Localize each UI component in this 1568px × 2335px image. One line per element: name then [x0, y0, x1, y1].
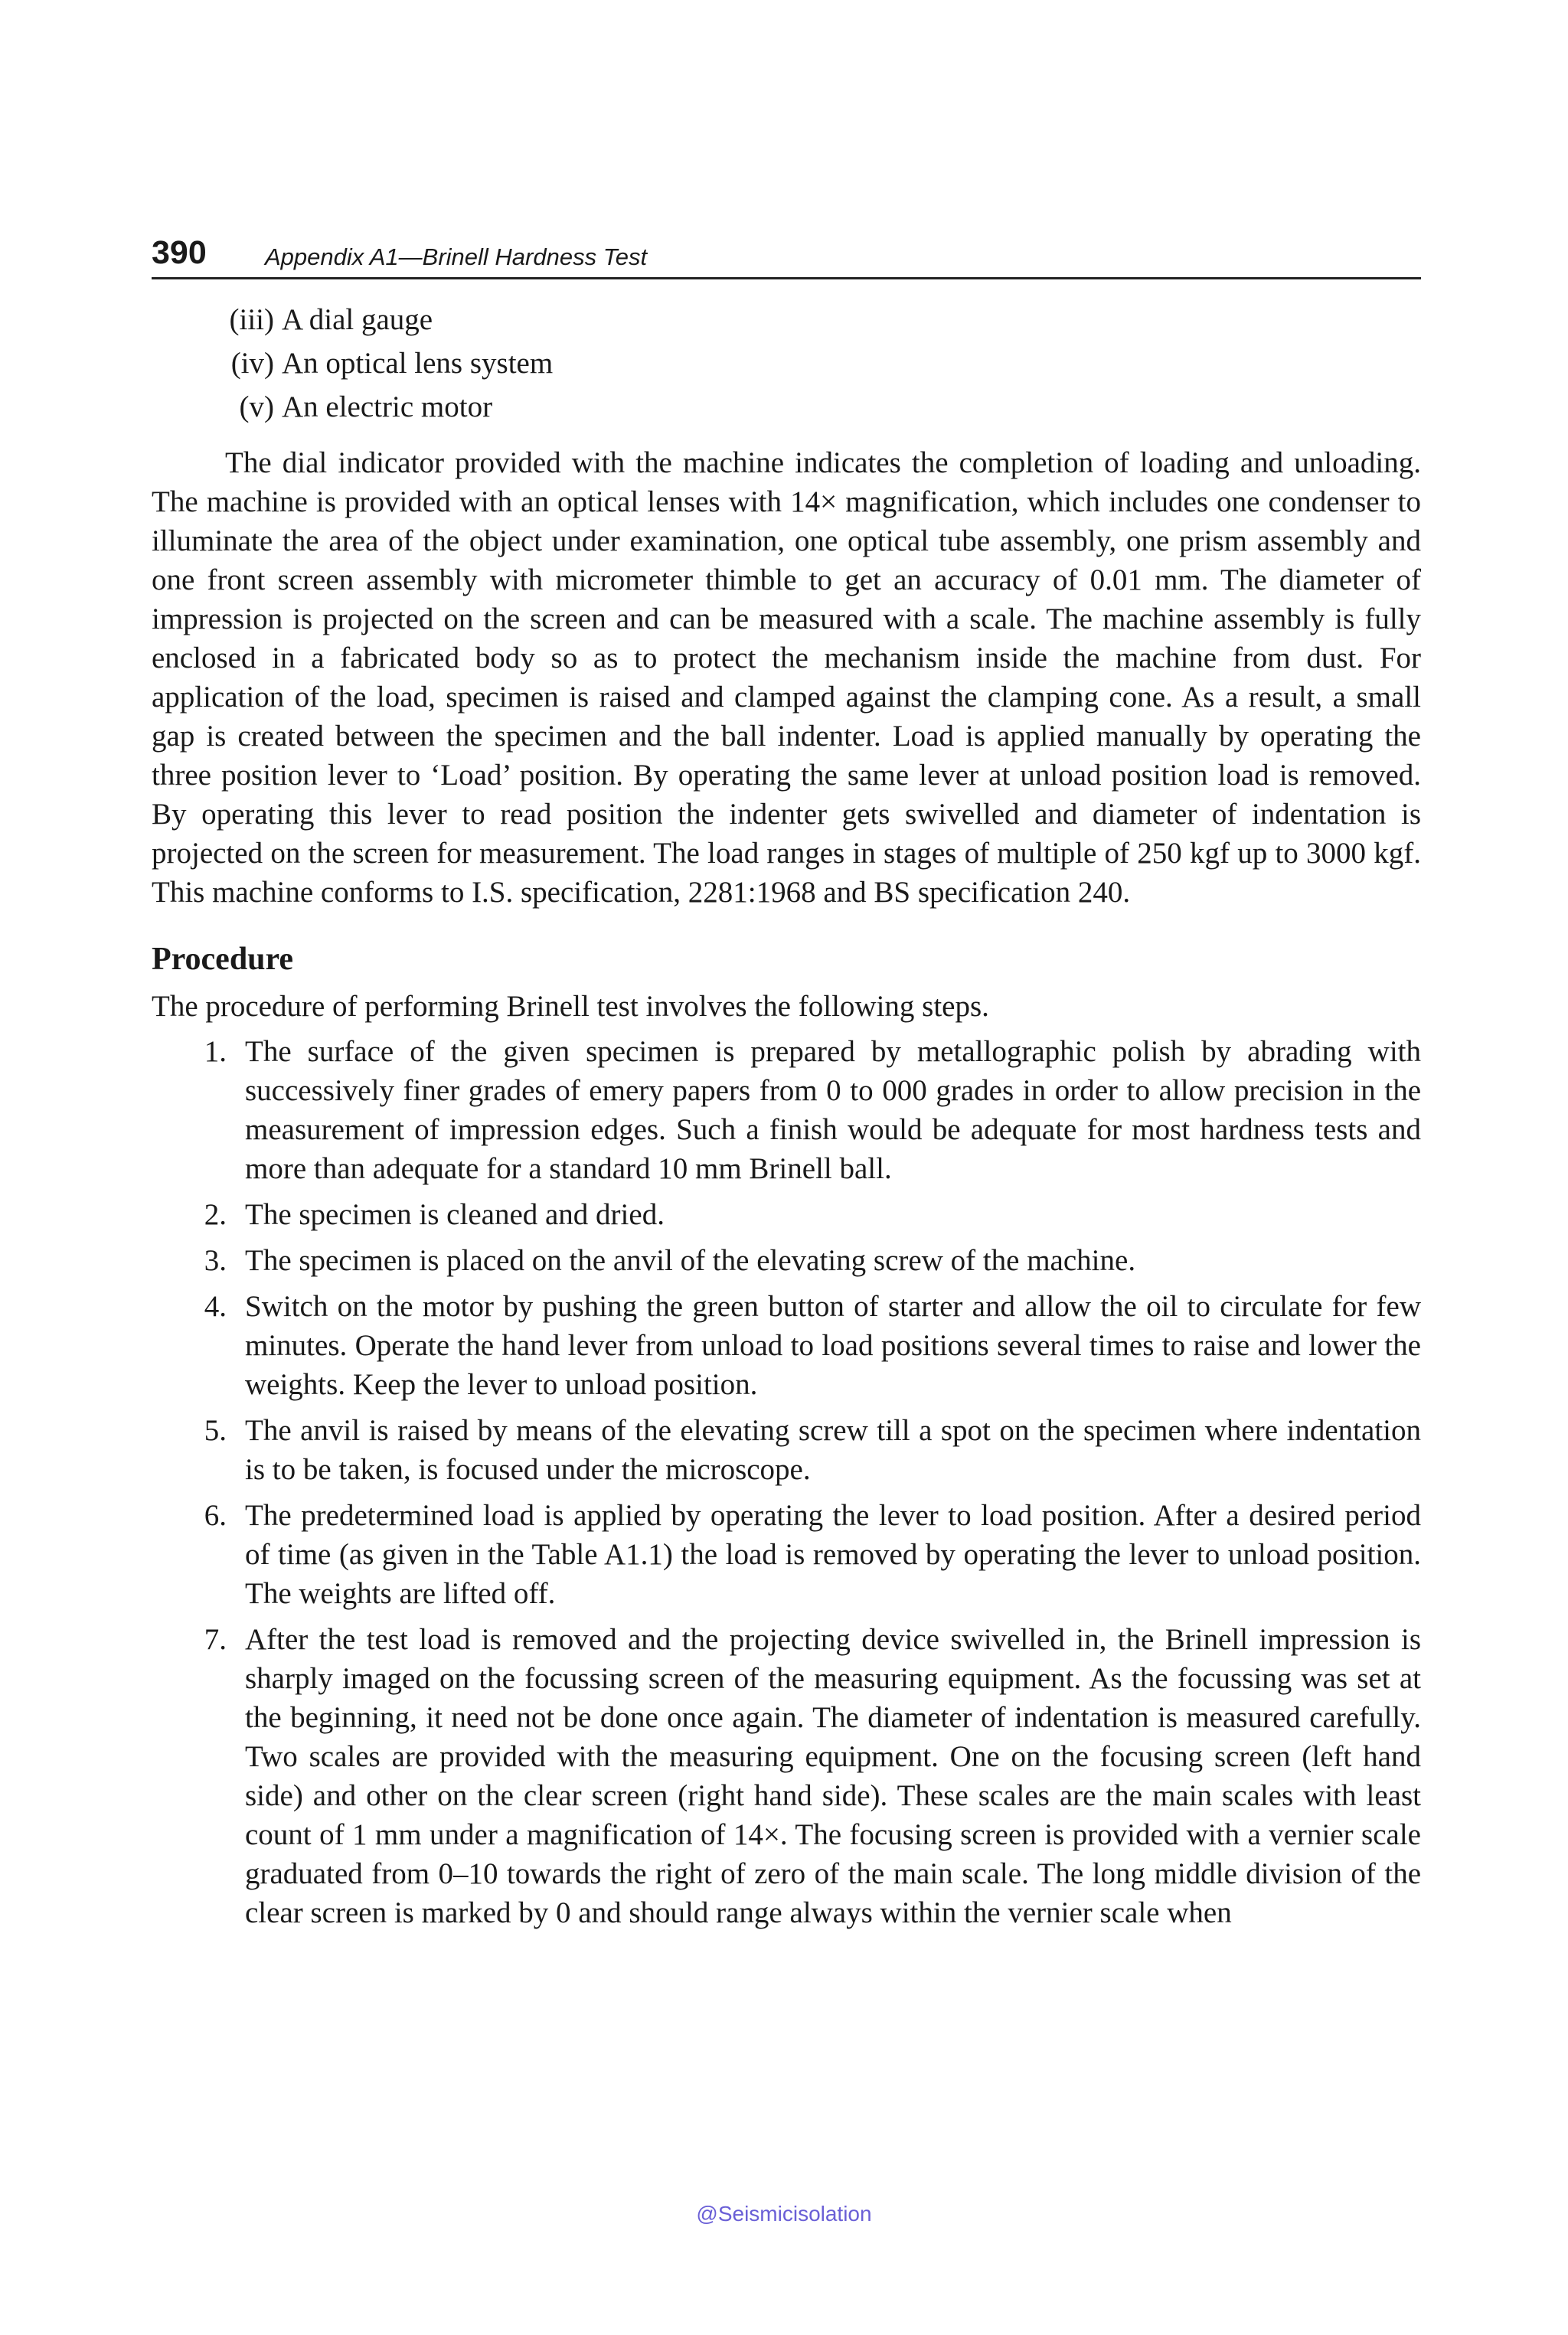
procedure-step — [152, 1411, 1421, 1489]
list-marker: (iii) — [229, 303, 274, 336]
page-header — [152, 230, 1421, 279]
list-text: An electric motor — [282, 390, 493, 423]
procedure-steps — [152, 1032, 1421, 1932]
step-number: 5. — [204, 1414, 227, 1447]
procedure-step — [152, 1496, 1421, 1613]
step-number: 6. — [204, 1499, 227, 1532]
list-item — [152, 344, 1421, 383]
list-marker: (iv) — [230, 347, 274, 380]
step-text: The specimen is placed on the anvil of the elevating screw of the machine. — [245, 1244, 1136, 1277]
step-number: 2. — [204, 1198, 227, 1231]
step-text: After the test load is removed and the projecting device swivelled in, the Brinell impression is sharply imaged on the focussing screen of the measuring equipment. As the focussing was set at the beginning, it need not be done once again. The diameter of indentation is measured carefully. Two scales are provided with the measuring equipment. One on the focusing screen (left hand side) and other on the clear screen (right hand side). These scales are the main scales with least count of 1 mm under a magnification of 14×. The focusing screen is provided with a vernier scale graduated from 0–10 towards the right of zero of the main scale. The long middle division of the clear screen is marked by 0 and should range always within the vernier scale when — [245, 1623, 1421, 1929]
list-text: A dial gauge — [282, 303, 433, 336]
procedure-intro: The procedure of performing Brinell test involves the following steps. — [152, 990, 989, 1023]
list-item — [152, 300, 1421, 339]
list-text: An optical lens system — [282, 347, 554, 380]
procedure-step — [152, 1287, 1421, 1404]
section-heading: Procedure — [152, 942, 294, 977]
procedure-step — [152, 1241, 1421, 1280]
list-marker: (v) — [239, 390, 274, 423]
page-number: 390 — [152, 234, 207, 271]
step-text: The anvil is raised by means of the elevating screw till a spot on the specimen where indentation is to be taken, is focused under the microscope. — [245, 1414, 1421, 1486]
procedure-step — [152, 1195, 1421, 1234]
step-number: 4. — [204, 1290, 227, 1323]
step-text: Switch on the motor by pushing the green button of starter and allow the oil to circulate for few minutes. Operate the hand lever from unload to load positions several times to raise and lower the weights. Keep the lever to unload position. — [245, 1290, 1421, 1401]
watermark: @Seismicisolation — [696, 2202, 872, 2226]
procedure-step — [152, 1620, 1421, 1932]
page-body — [152, 300, 1421, 1939]
step-number: 1. — [204, 1035, 227, 1068]
step-text: The specimen is cleaned and dried. — [245, 1198, 665, 1231]
step-number: 3. — [204, 1244, 227, 1277]
step-number: 7. — [204, 1623, 227, 1656]
procedure-step — [152, 1032, 1421, 1188]
equipment-list — [152, 300, 1421, 426]
step-text: The surface of the given specimen is prepared by metallographic polish by abrading with successively finer grades of emery papers from 0 to 000 grades in order to allow precision in the measurement of impression edges. Such a finish would be adequate for most hardness tests and more than adequate for a standard 10 mm Brinell ball. — [245, 1035, 1421, 1185]
step-text: The predetermined load is applied by operating the lever to load position. After a desired period of time (as given in the Table A1.1) the load is removed by operating the lever to unload position. The weights are lifted off. — [245, 1499, 1421, 1610]
description-paragraph: The dial indicator provided with the machine indicates the completion of loading and unloading. The machine is provided with an optical lenses with 14× magnification, which includes one condenser to illuminate the area of the object under examination, one optical tube assembly, one prism assembly and one front screen assembly with micrometer thimble to get an accuracy of 0.01 mm. The diameter of impression is projected on the screen and can be measured with a scale. The machine assembly is fully enclosed in a fabricated body so as to protect the mechanism inside the machine from dust. For application of the load, specimen is raised and clamped against the clamping cone. As a result, a small gap is created between the specimen and the ball indenter. Load is applied manually by operating the three position lever to ‘Load’ position. By operating the same lever at unload position load is removed. By operating this lever to read position the indenter gets swivelled and diameter of indentation is projected on the screen for measurement. The load ranges in stages of multiple of 250 kgf up to 3000 kgf. This machine conforms to I.S. specification, 2281:1968 and BS specification 240. — [152, 446, 1421, 909]
list-item — [152, 387, 1421, 426]
running-head: Appendix A1—Brinell Hardness Test — [265, 243, 648, 270]
